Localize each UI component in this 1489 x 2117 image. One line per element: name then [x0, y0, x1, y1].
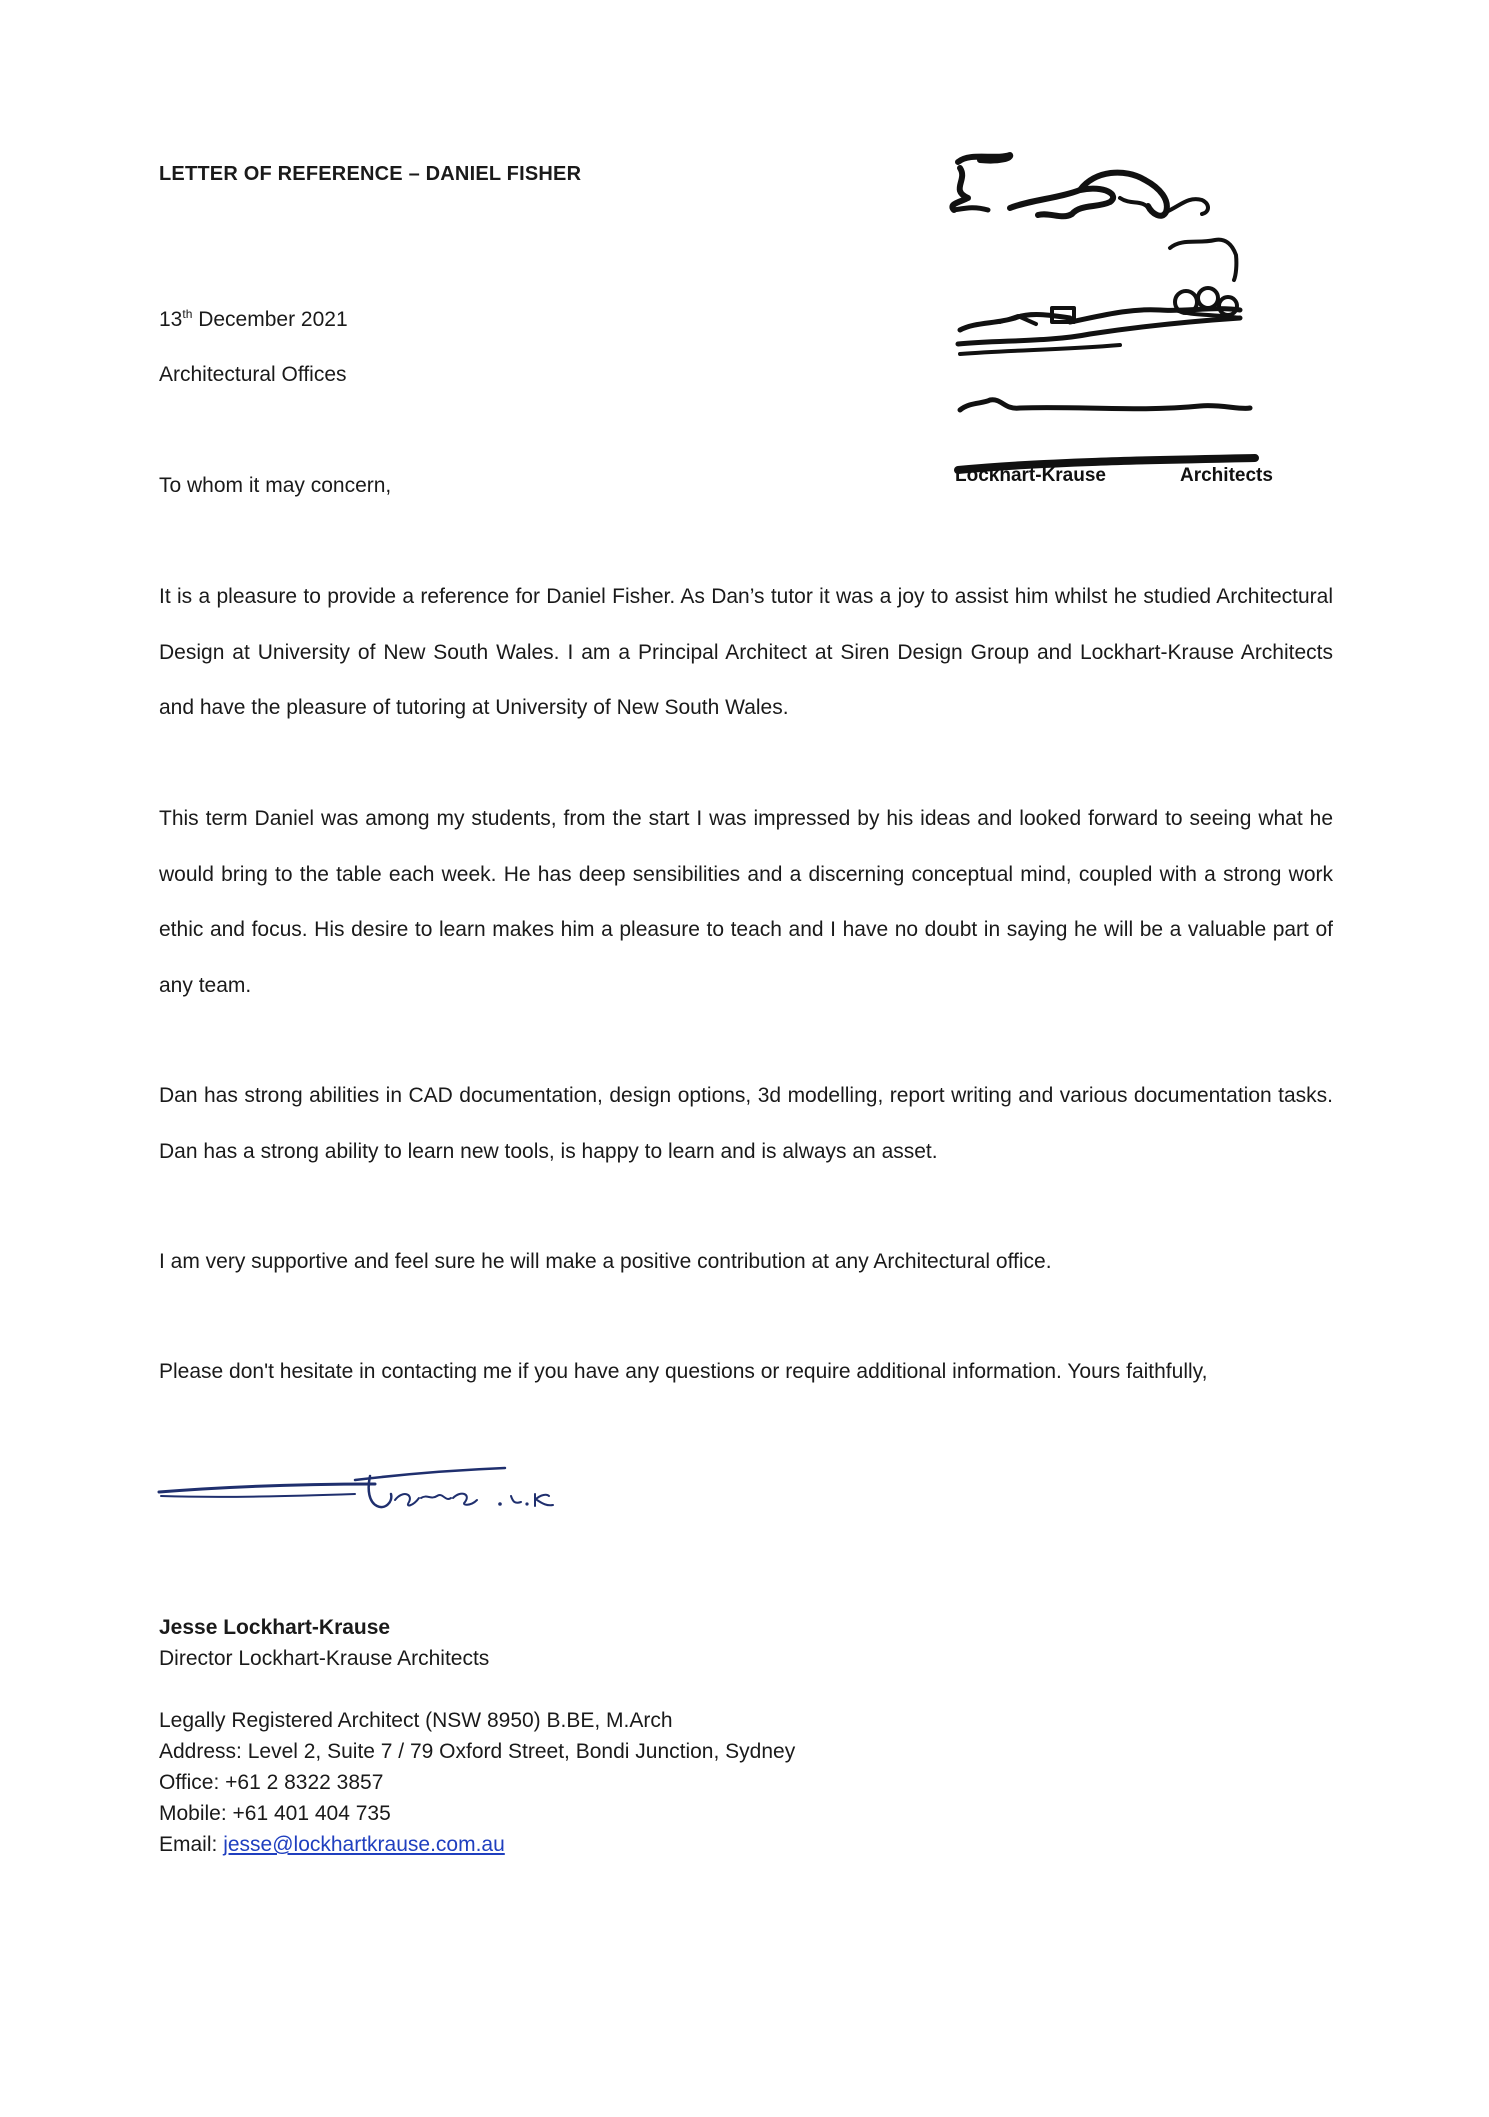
letter-title: LETTER OF REFERENCE – DANIEL FISHER — [159, 163, 582, 185]
paragraph-intro: It is a pleasure to provide a reference for Daniel Fisher. As Dan’s tutor it was a joy to assist him whilst he studied Architectural Design at University of New South Wales. I am a Principal Architect at Siren Design Group and Lockhart-Krause Architects and have the pleasure of tutoring at University of New South Wales. — [159, 585, 1333, 719]
paragraph-character: This term Daniel was among my students, from the start I was impressed by his ideas and looked forward to seeing what he would bring to the table each week. He has deep sensibilities and a discerning conceptual mind, coupled with a strong work ethic and focus. His desire to learn makes him a pleasure to teach and I have no doubt in saying he will be a valuable part of any team. — [159, 807, 1333, 997]
signatory-name: Jesse Lockhart-Krause — [159, 1616, 391, 1639]
date-day: 13 — [159, 308, 183, 331]
company-logo — [940, 140, 1290, 500]
letter-date — [159, 308, 348, 332]
paragraph-closing: Please don't hesitate in contacting me if you have any questions or require additional information. Yours faithfully, — [159, 1360, 1208, 1383]
signatory-spacer — [159, 1674, 795, 1705]
paragraph-abilities: Dan has strong abilities in CAD documentation, design options, 3d modelling, report writing and various documentation tasks. Dan has a strong ability to learn new tools, is happy to learn and is always an asset. — [159, 1084, 1333, 1163]
date-month-year: December 2021 — [192, 308, 348, 331]
paragraph-support: I am very supportive and feel sure he will make a positive contribution at any Architectural office. — [159, 1250, 1052, 1273]
date-suffix: th — [182, 307, 193, 321]
signatory-role: Director Lockhart-Krause Architects — [159, 1647, 490, 1670]
signatory-email-line — [159, 1829, 795, 1860]
letter-salutation: To whom it may concern, — [159, 474, 392, 497]
signatory-address: Address: Level 2, Suite 7 / 79 Oxford Street, Bondi Junction, Sydney — [159, 1740, 796, 1763]
handwritten-signature — [155, 1450, 595, 1530]
logo-name-right: Architects — [1180, 465, 1273, 486]
signatory-block — [159, 1612, 795, 1860]
signatory-office-phone: Office: +61 2 8322 3857 — [159, 1771, 384, 1794]
letter-recipient: Architectural Offices — [159, 363, 347, 386]
email-label: Email: — [159, 1833, 224, 1856]
signatory-registration: Legally Registered Architect (NSW 8950) B.BE, M.Arch — [159, 1709, 673, 1732]
logo-name-left: Lockhart-Krause — [955, 465, 1106, 486]
signatory-mobile-phone: Mobile: +61 401 404 735 — [159, 1802, 391, 1825]
email-link[interactable]: jesse@lockhartkrause.com.au — [223, 1833, 505, 1856]
